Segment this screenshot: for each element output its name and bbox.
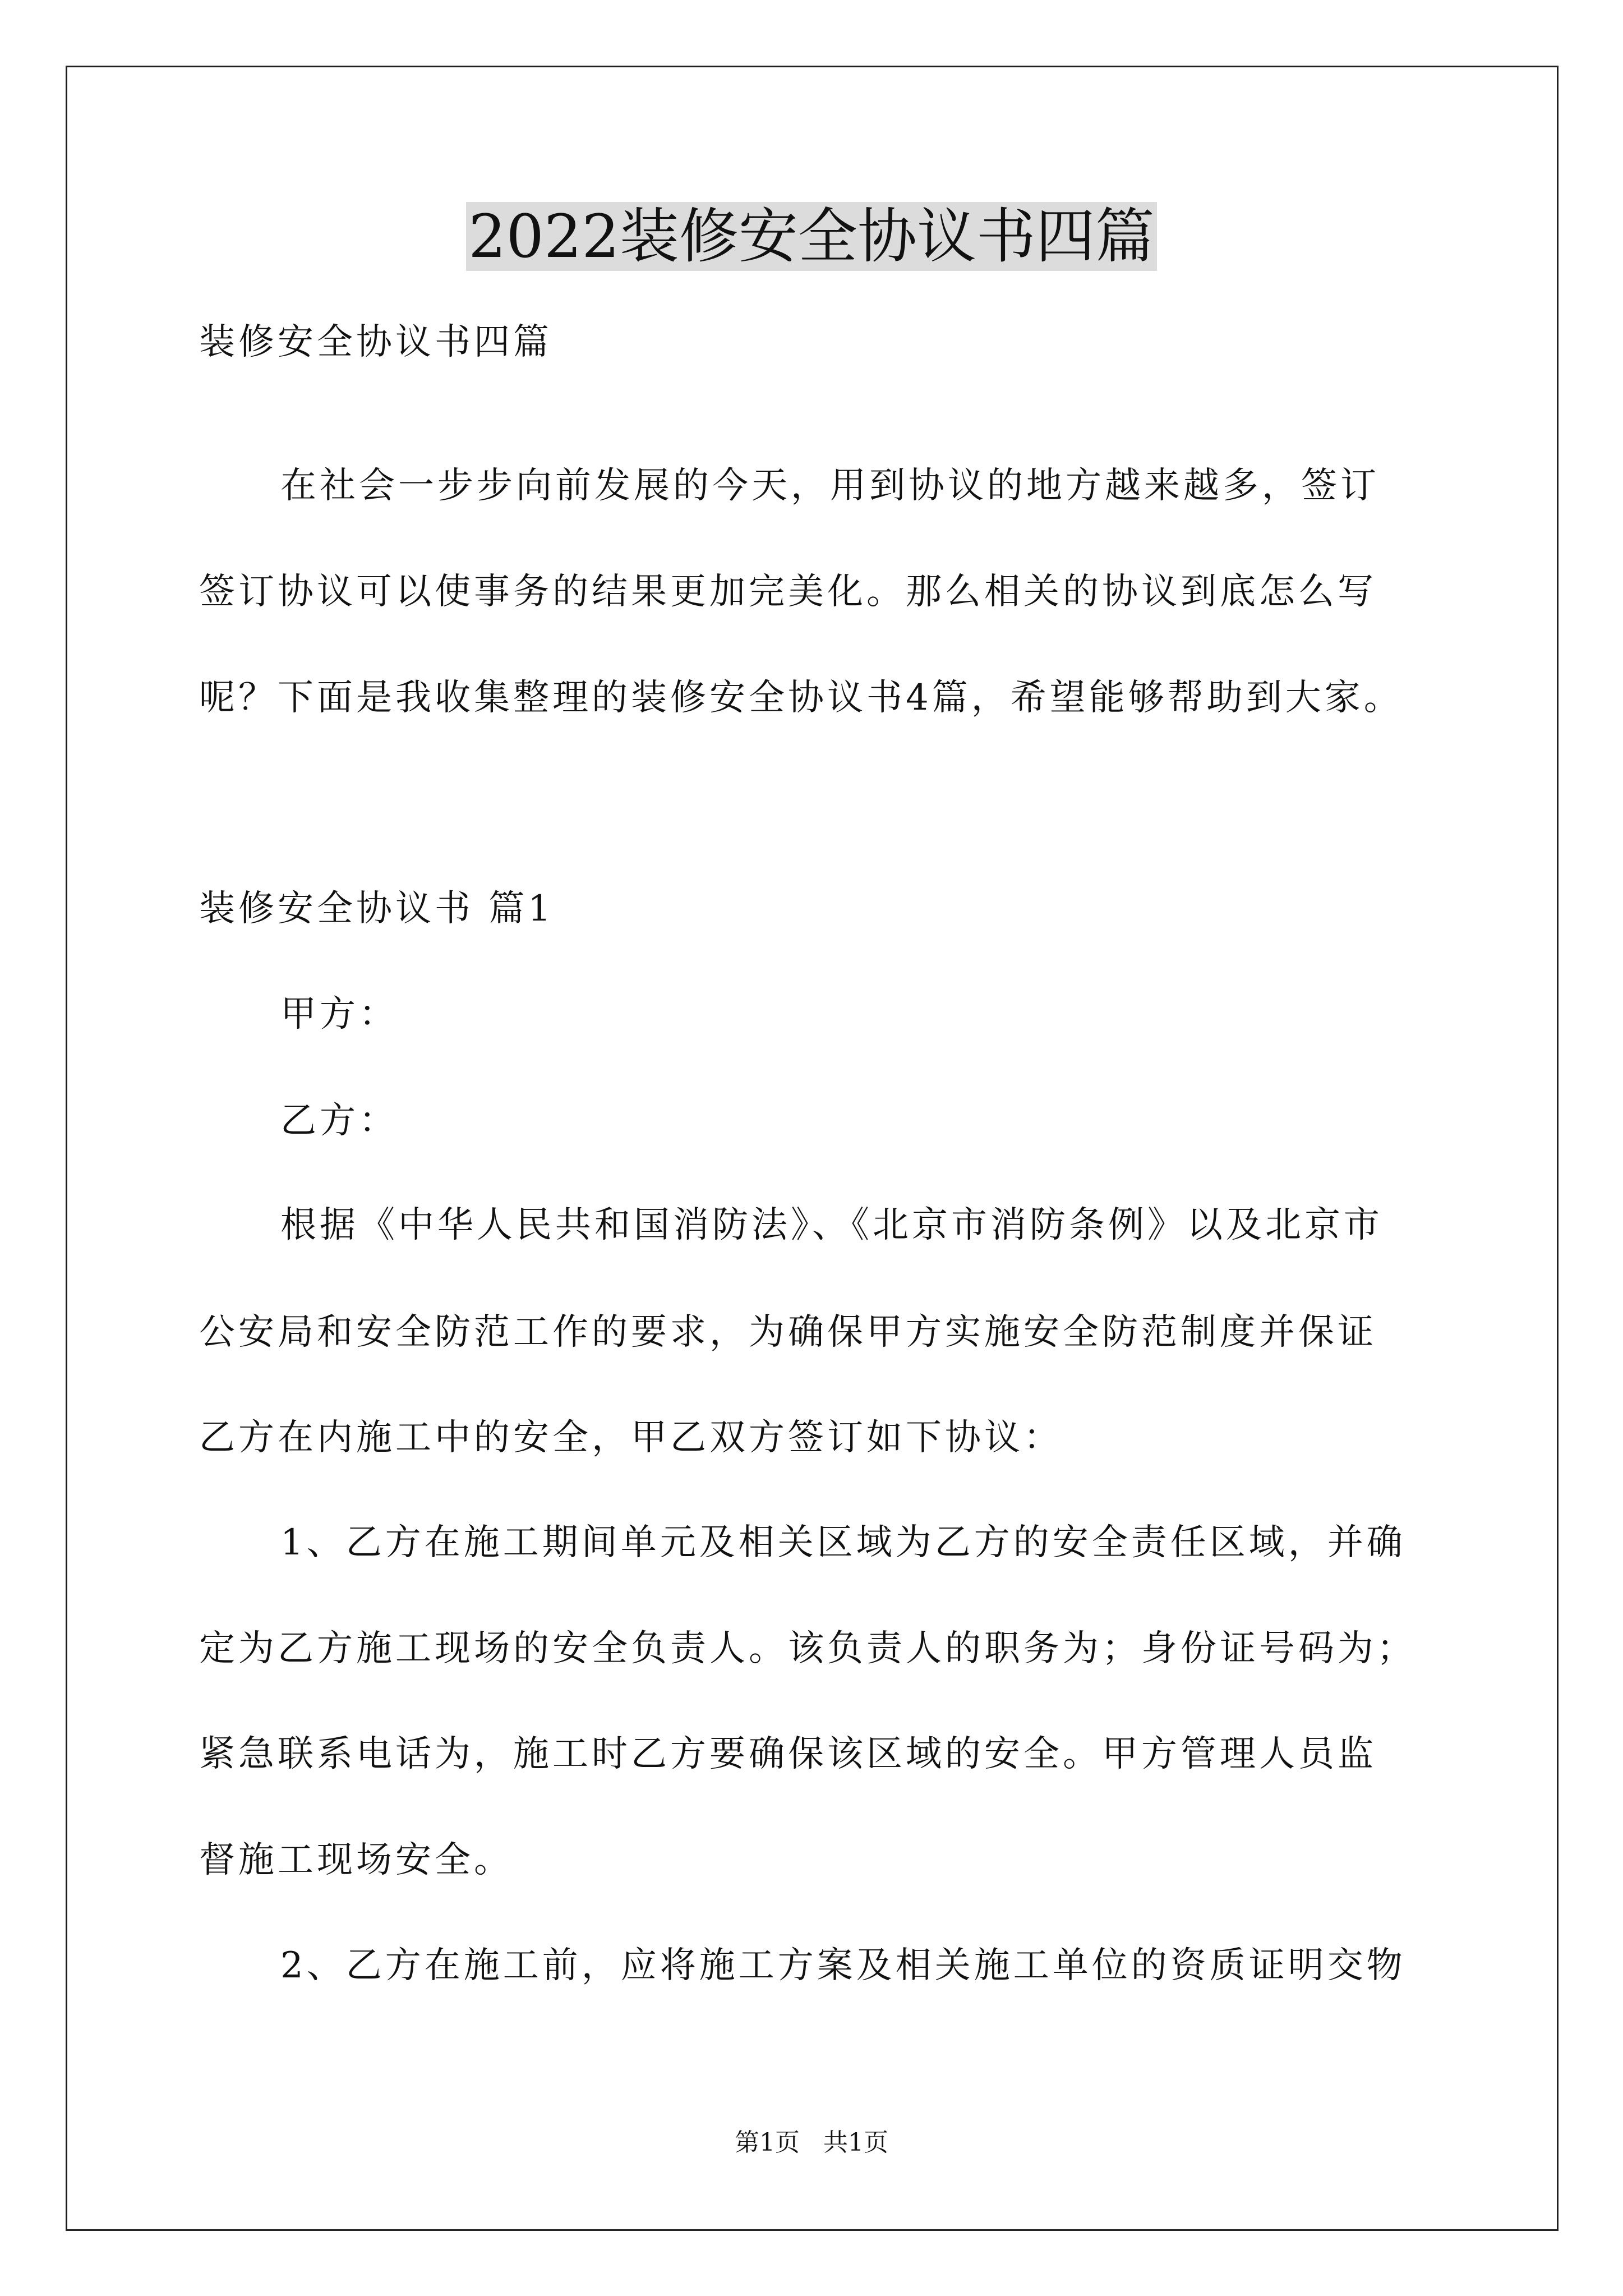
clause1-line-2: 定为乙方施工现场的安全负责人。该负责人的职务为；身份证号码为； (199, 1628, 1416, 1669)
page-border (66, 66, 1559, 2231)
basis-line-1: 根据《中华人民共和国消防法》、《北京市消防条例》以及北京市 (280, 1204, 1383, 1246)
basis-line-3: 乙方在内施工中的安全，甲乙双方签订如下协议： (199, 1417, 1063, 1458)
document-subtitle: 装修安全协议书四篇 (199, 321, 552, 363)
intro-line-2: 签订协议可以使事务的结果更加完美化。那么相关的协议到底怎么写 (199, 571, 1377, 613)
party-a-label: 甲方： (280, 993, 398, 1035)
clause2-line-1: 2、乙方在施工前，应将施工方案及相关施工单位的资质证明交物 (280, 1945, 1406, 1986)
page-number: 第1页 (735, 2128, 800, 2157)
clause1-line-3: 紧急联系电话为，施工时乙方要确保该区域的安全。甲方管理人员监 (199, 1733, 1377, 1775)
party-b-label: 乙方： (280, 1100, 398, 1142)
section-heading: 装修安全协议书 篇1 (199, 888, 555, 930)
page-total: 共1页 (823, 2128, 888, 2157)
intro-line-3: 呢？下面是我收集整理的装修安全协议书4篇，希望能够帮助到大家。 (199, 677, 1403, 719)
document-title: 2022装修安全协议书四篇 (0, 197, 1623, 276)
intro-line-1: 在社会一步步向前发展的今天，用到协议的地方越来越多，签订 (280, 465, 1380, 507)
clause1-line-1: 1、乙方在施工期间单元及相关区域为乙方的安全责任区域，并确 (280, 1522, 1406, 1563)
clause1-line-4: 督施工现场安全。 (199, 1839, 513, 1881)
page-footer (0, 2126, 1623, 2160)
basis-line-2: 公安局和安全防范工作的要求，为确保甲方实施安全防范制度并保证 (199, 1312, 1377, 1353)
